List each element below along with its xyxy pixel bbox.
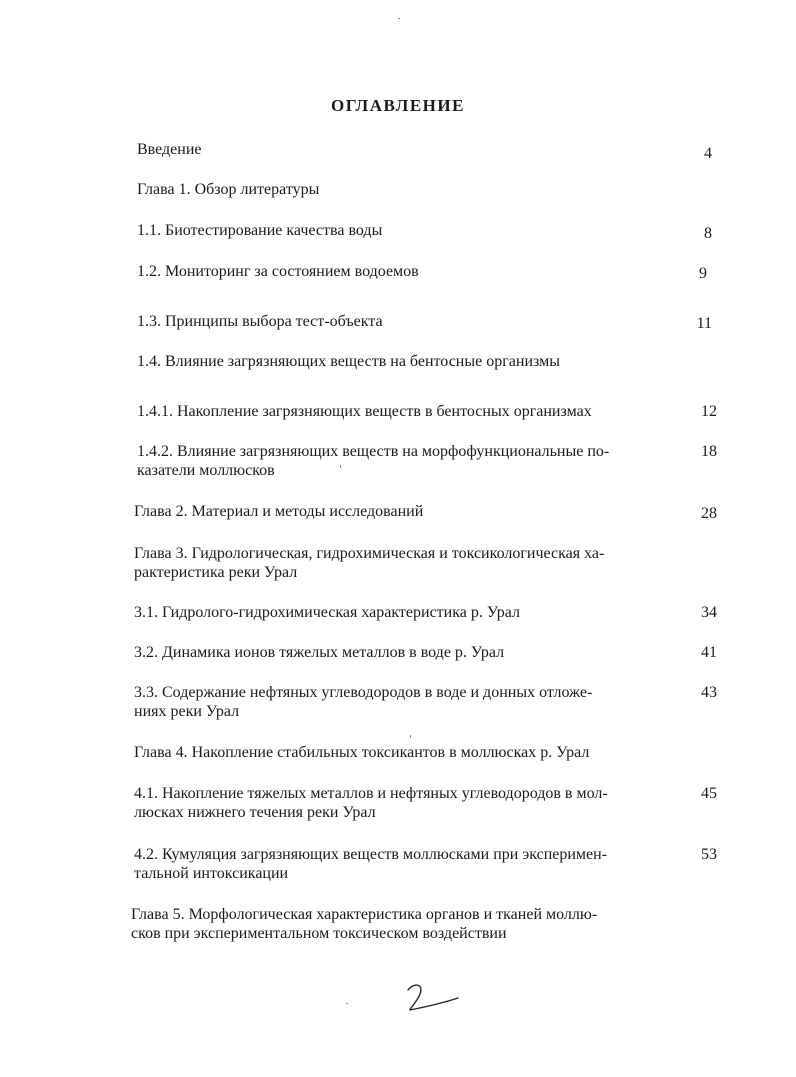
toc-entry-text: Глава 3. Гидрологическая, гидрохимическая и токсикологическая ха- [134,545,605,562]
toc-entry-text-cont: сков при экспериментальном токсическом воздействии [131,925,507,942]
toc-entry-page: 12 [701,403,717,420]
toc-entry-text: 3.1. Гидролого-гидрохимическая характеристика р. Урал [134,604,521,621]
toc-entry-page: 45 [701,785,717,802]
toc-entry-text: 1.2. Мониторинг за состоянием водоемов [137,263,419,280]
scan-speck [346,1003,348,1004]
toc-entry-text-cont: казатели моллюсков [137,462,275,479]
toc-entry-page: 18 [701,443,717,460]
toc-entry-text-cont: тальной интоксикации [134,865,289,882]
toc-entry-text: 1.3. Принципы выбора тест-объекта [137,313,383,330]
toc-entry-text: Введение [137,141,202,158]
toc-entry-page: 9 [699,265,707,282]
toc-entry-text: Глава 1. Обзор литературы [137,181,320,198]
scan-speck [340,465,341,468]
toc-entry-text: 4.1. Накопление тяжелых металлов и нефтяных углеводородов в мол- [134,785,608,802]
toc-entry-page: 53 [701,846,717,863]
toc-entry-text: Глава 4. Накопление стабильных токсикантов в моллюсках р. Урал [134,744,590,761]
toc-entry-page: 34 [701,604,717,621]
toc-entry-page: 8 [704,225,712,242]
scan-speck [398,18,400,19]
toc-entry-page: 43 [701,684,717,701]
toc-entry-page: 41 [701,644,717,661]
toc-entry-text: 1.4.2. Влияние загрязняющих веществ на морфофункциональные по- [137,443,610,460]
toc-entry-page: 11 [696,315,712,332]
toc-entry-text: 3.3. Содержание нефтяных углеводородов в воде и донных отложе- [134,684,593,701]
toc-entry-text: 4.2. Кумуляция загрязняющих веществ моллюсками при эксперимен- [134,846,608,863]
page-title: ОГЛАВЛЕНИЕ [331,96,465,115]
toc-entry-text-cont: люсках нижнего течения реки Урал [134,804,376,821]
toc-entry-text: 3.2. Динамика ионов тяжелых металлов в воде р. Урал [134,644,505,661]
toc-entry-text: 1.4.1. Накопление загрязняющих веществ в бентосных организмах [137,403,592,420]
handwritten-page-number [400,980,470,1020]
toc-entry-text: 1.4. Влияние загрязняющих веществ на бентосные организмы [137,353,560,370]
toc-entry-page: 28 [701,505,717,522]
toc-entry-text: Глава 5. Морфологическая характеристика органов и тканей моллю- [131,906,598,923]
toc-entry-page: 4 [704,145,712,162]
toc-entry-text: Глава 2. Материал и методы исследований [134,503,424,520]
toc-entry-text: 1.1. Биотестирование качества воды [137,222,383,239]
toc-entry-text-cont: рактеристика реки Урал [134,564,298,581]
scan-speck [410,735,411,738]
toc-entry-text-cont: ниях реки Урал [134,703,240,720]
